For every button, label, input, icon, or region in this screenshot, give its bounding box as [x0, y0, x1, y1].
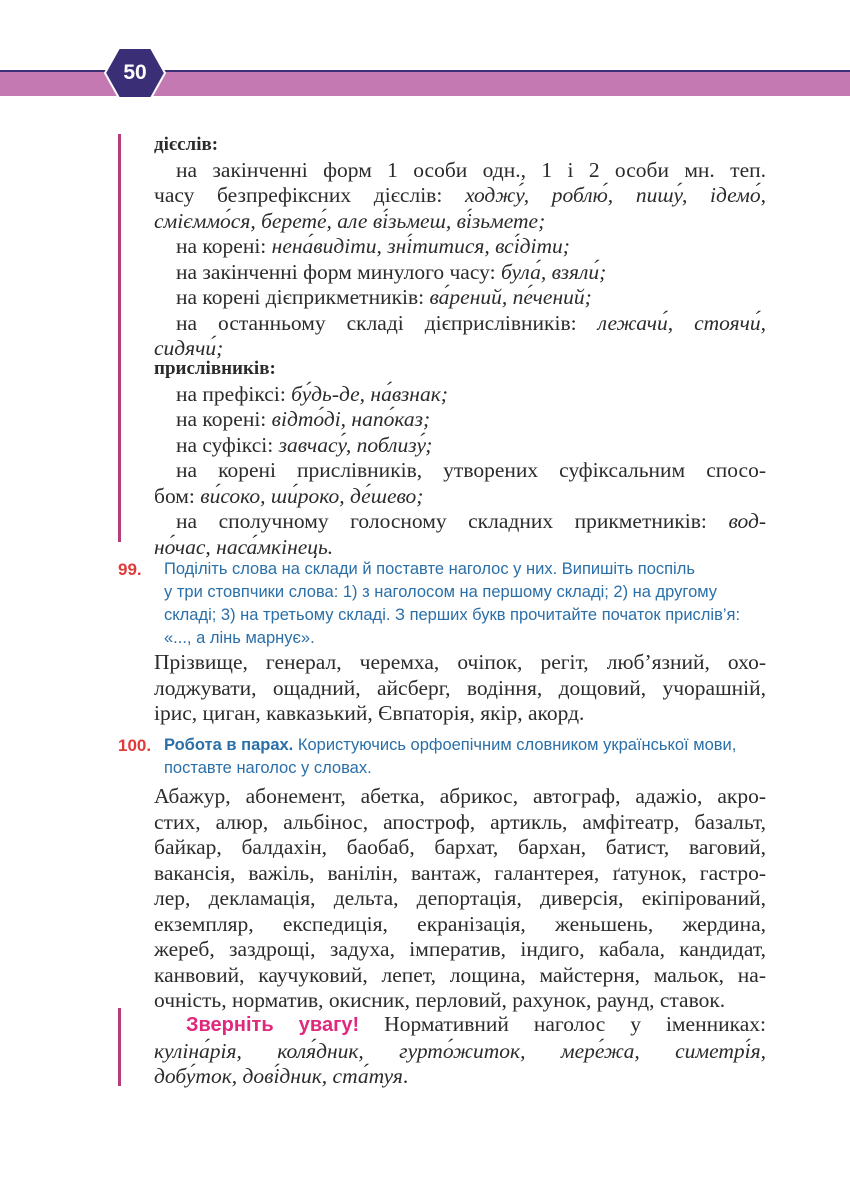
note-words: добу́ток, дові́дник, ста́туя [154, 1064, 403, 1088]
text-line [154, 509, 766, 535]
task-number: 99. [118, 560, 142, 579]
attention-label: Зверніть увагу! [186, 1014, 360, 1036]
task-99-words [154, 650, 766, 727]
text-run: на останньому складі дієприслівників: [176, 310, 598, 335]
text-run: бом: [154, 483, 201, 508]
example-words: вод- [728, 509, 766, 533]
section-heading: дієслів: [154, 134, 219, 155]
task-instruction-rest: Користуючись орфоепічним словником української мови, [293, 736, 737, 754]
text-run: на закінченні форм минулого часу: [176, 259, 501, 284]
text-run: на сполучному голосному складних прикметників: [176, 509, 729, 533]
text-line: канвовий, каучуковий, лепет, лощина, майстерня, мальок, на- [154, 962, 766, 987]
text-line [154, 183, 766, 209]
example-words: лежачи́, стоячи́, [597, 310, 766, 335]
note-line [154, 1012, 766, 1039]
text-line: байкар, балдахін, баобаб, бархат, бархан, батист, ваговий, [154, 835, 766, 859]
page-number: 50 [123, 61, 147, 84]
text-line: лер, декламація, дельта, депортація, диверсія, екіпірований, [154, 886, 766, 910]
text-run: на корені: [176, 234, 272, 258]
note-line [154, 1039, 766, 1065]
section-adverbs [154, 356, 766, 560]
note-text: Нормативний наголос у іменниках: [359, 1012, 766, 1036]
text-line: очність, норматив, окисник, перловий, рахунок, раунд, ставок. [154, 988, 726, 1012]
text-line [154, 407, 766, 433]
text-line: Абажур, абонемент, абетка, абрикос, автограф, адажіо, акро- [154, 784, 766, 808]
text-line [154, 458, 766, 484]
task-99 [118, 558, 768, 650]
task-bold-label: Робота в парах. [164, 736, 294, 754]
text-run: на корені прислівників, утворених суфіксальним спосо- [176, 458, 766, 482]
example-words: завчасу́, поблизу́; [278, 432, 433, 457]
task-instruction [164, 558, 768, 650]
text-line: ірис, циган, кавказький, Євпаторія, якір, акорд. [154, 701, 585, 725]
text-line [154, 234, 766, 260]
section-verbs [154, 132, 766, 362]
text-run: на закінченні форм 1 особи одн., 1 і 2 особи мн. теп. [176, 157, 766, 182]
attention-note [154, 1012, 766, 1090]
text-run: часу безпрефіксних дієслів: [154, 183, 465, 207]
example-words: сидячи́; [154, 336, 224, 360]
section-adverbs-lines [154, 382, 766, 561]
task-instruction-line: у три стовпчики слова: 1) з наголосом на першому складі; 2) на другому [164, 583, 718, 601]
section-heading: прислівників: [154, 358, 276, 379]
note-line [154, 1064, 766, 1090]
text-line [154, 311, 766, 337]
task-number: 100. [118, 736, 152, 755]
note-period: . [402, 1064, 409, 1088]
section-verbs-lines [154, 158, 766, 362]
example-words: смієммо́ся, берете́, але ві́зьмеш, ві́зьмете; [154, 208, 546, 233]
text-line [154, 484, 766, 510]
text-line [154, 433, 766, 459]
example-words: ходжу́, роблю́, пишу́, ідемо́, [464, 183, 766, 207]
task-100 [118, 734, 768, 780]
task-instruction [164, 734, 768, 780]
rule-bar [118, 134, 121, 542]
text-line [154, 285, 766, 311]
text-run: на корені: [176, 407, 272, 431]
note-words: кулiна́рія, коля́дник, гурто́житок, мере́жа, симетрі́я, [154, 1038, 766, 1063]
task-100-words [154, 784, 766, 1014]
example-words: ви́соко, ши́роко, де́шево; [200, 483, 424, 508]
example-words: нена́видіти, зні́титися, всі́діти; [271, 234, 570, 258]
text-line: Прізвище, генерал, черемха, очіпок, регіт, люб’язний, охо- [154, 650, 766, 674]
text-run: на корені дієприкметників: [176, 285, 430, 309]
text-run: на суфіксі: [176, 432, 279, 457]
text-line [154, 260, 766, 286]
text-line [154, 535, 766, 561]
task-instruction-line [164, 734, 768, 757]
text-line [154, 209, 766, 235]
text-line: лоджувати, ощадний, айсберг, водіння, дощовий, учорашній, [154, 675, 766, 700]
example-words: була́, взяли́; [500, 259, 607, 284]
text-line [154, 158, 766, 184]
example-words: но́час, наса́мкінець. [154, 534, 334, 559]
text-run: на префіксі: [176, 381, 292, 406]
task-instruction-line: Поділіть слова на склади й поставте наголос у них. Випишіть поспіль [164, 560, 695, 578]
example-words: відто́ді, напо́каз; [271, 407, 431, 431]
task-instruction-line: поставте наголос у словах. [164, 759, 372, 777]
task-instruction-line: «..., а лінь марнує». [164, 629, 315, 647]
text-line [154, 382, 766, 408]
note-rule-bar [118, 1008, 121, 1086]
text-line: стих, алюр, альбінос, апостроф, артикль, амфітеатр, базальт, [154, 809, 766, 834]
text-line: жереб, заздрощі, задуха, імператив, індиго, кабала, кандидат, [154, 937, 766, 961]
text-line: вакансія, важіль, ванілін, вантаж, галантерея, ґатунок, гастро- [154, 860, 766, 885]
task-instruction-line: складі; 3) на третьому складі. З перших букв прочитайте початок прислів’я: [164, 606, 741, 624]
page-badge [104, 46, 166, 100]
example-words: бу́дь-де, на́взнак; [291, 381, 448, 406]
text-line: екземпляр, експедиція, екранізація, женьшень, жердина, [154, 911, 766, 936]
example-words: ва́рений, пе́чений; [429, 285, 592, 309]
